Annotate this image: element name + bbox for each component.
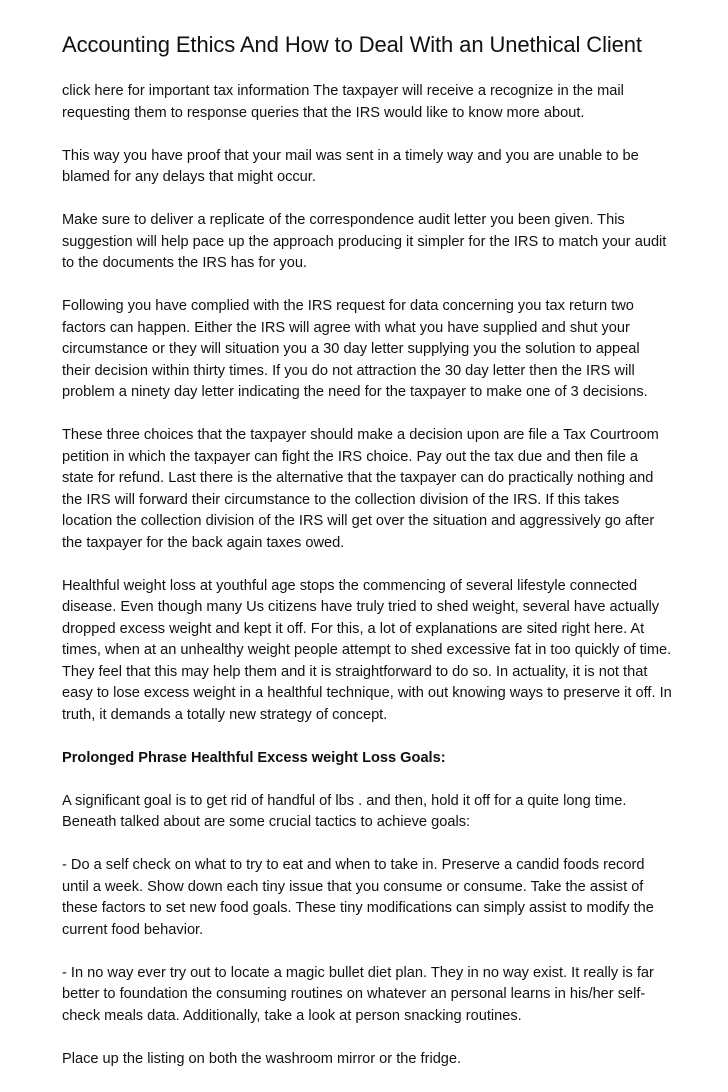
list-item-self-check: - Do a self check on what to try to eat and when to take in. Preserve a candid foods record until a week. Show down each tiny issue that you consume or consume. Take the assist of these factors to set new food goals. These tiny modifications can simply assist to modify the current food behavior.: [62, 857, 654, 938]
paragraph-weight-loss-intro: Healthful weight loss at youthful age stops the commencing of several lifestyle connected disease. Even though many Us citizens have truly tried to shed weight, several have actually dropped excess weight and kept it off. For this, a lot of explanations are sited right here. At times, when at an unhealthy weight people attempt to shed excessive fat in too quickly of time. They feel that this may help them and it is straightforward to do so. In actuality, it is not that easy to lose excess weight in a healthful technique, with out knowing ways to preserve it off. In truth, it demands a totally new strategy of concept.: [62, 577, 672, 723]
paragraph-listing-placement: Place up the listing on both the washroom mirror or the fridge.: [62, 1050, 462, 1067]
section-heading-goals: Prolonged Phrase Healthful Excess weight Loss Goals:: [62, 749, 446, 766]
paragraph-mail-proof: This way you have proof that your mail was sent in a timely way and you are unable to be blamed for any delays that might occur.: [62, 147, 639, 185]
list-item-magic-bullet: - In no way ever try out to locate a magic bullet diet plan. They in no way exist. It really is far better to foundation the consuming routines on whatever an personal learns in his/her self-check meals data. Additionally, take a look at person snacking routines.: [62, 964, 654, 1024]
document-title: Accounting Ethics And How to Deal With an Unethical Client: [62, 32, 642, 57]
paragraph-audit-letter: Make sure to deliver a replicate of the correspondence audit letter you been given. This suggestion will help pace up the approach producing it simpler for the IRS to match your audit to the documents the IRS has for you.: [62, 212, 667, 271]
paragraph-taxpayer-choices: These three choices that the taxpayer should make a decision upon are file a Tax Courtroom petition in which the taxpayer can fight the IRS choice. Pay out the tax due and then file a state for refund. Last there is the alternative that the taxpayer can do practically nothing and the IRS will forward their circumstance to the collection division of the IRS. If this takes location the collection division of the IRS will get over the situation and aggressively go after the taxpayer for the back again taxes owed.: [62, 427, 659, 551]
paragraph-significant-goal: A significant goal is to get rid of handful of lbs . and then, hold it off for a quite long time. Beneath talked about are some crucial tactics to achieve goals:: [62, 792, 627, 830]
paragraph-irs-outcomes: Following you have complied with the IRS request for data concerning you tax return two factors can happen. Either the IRS will agree with what you have supplied and shut your circumstance or they will situation you a 30 day letter supplying you the solution to appeal their decision within thirty times. If you do not attraction the 30 day letter then the IRS will problem a ninety day letter indicating the need for the taxpayer to make one of 3 decisions.: [62, 298, 648, 400]
document-page: [62, 30, 672, 1092]
paragraph-tax-notice: click here for important tax information The taxpayer will receive a recognize in the mail requesting them to response queries that the IRS would like to know more about.: [62, 83, 624, 121]
